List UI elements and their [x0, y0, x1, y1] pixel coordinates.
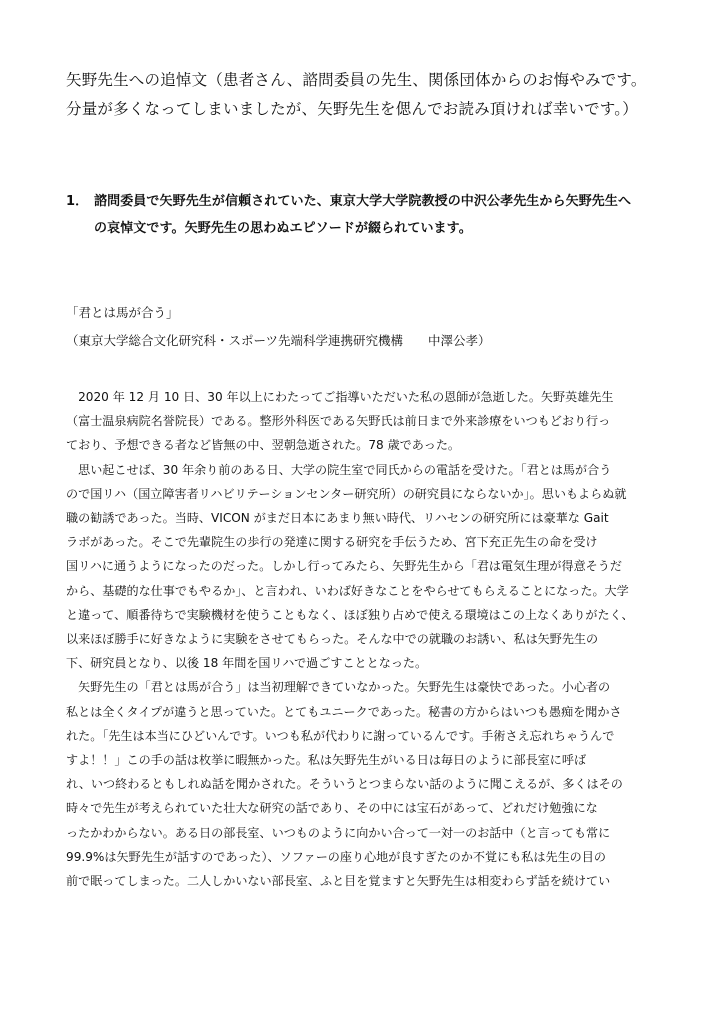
body-line: 思い起こせば、30 年余り前のある日、大学の院生室で同氏からの電話を受けた。「君とは馬が合う: [66, 462, 612, 477]
article-body: [66, 385, 686, 893]
section-1-heading-line-2: の哀悼文です。矢野先生の思わぬエピソードが綴られています。: [94, 221, 472, 236]
body-line: ており、予想できる者など皆無の中、翌朝急逝された。78 歳であった。: [66, 438, 461, 453]
body-line: 2020 年 12 月 10 日、30 年以上にわたってご指導いただいた私の恩師が急逝した。矢野英雄先生: [66, 390, 614, 404]
intro-line-2: 分量が多くなってしまいましたが、矢野先生を偲んでお読み頂ければ幸いです。）: [66, 100, 638, 118]
section-1-number: 1．: [66, 194, 89, 209]
body-line: と違って、順番待ちで実験機材を使うこともなく、ほぼ独り占めで使える環境はこの上なくありがたく、: [66, 607, 634, 622]
article-affiliation: （東京大学総合文化研究科・スポーツ先端科学連携研究機構 中澤公孝）: [66, 333, 491, 348]
body-line: から、基礎的な仕事でもやるか」、と言われ、いわば好きなことをやらせてもらえることになった。大学: [66, 583, 629, 598]
body-line: 99.9%は矢野先生が話すのであった）、ソファーの座り心地が良すぎたのか不覚にも私は先生の目の: [66, 849, 606, 864]
intro-line-1: 矢野先生への追悼文（患者さん、諮問委員の先生、関係団体からのお悔やみです。: [66, 71, 647, 89]
body-line: 前で眠ってしまった。二人しかいない部長室、ふと目を覚ますと矢野先生は相変わらず話を続けてい: [66, 874, 611, 889]
body-line: 国リハに通うようになったのだった。しかし行ってみたら、矢野先生から「君は電気生理が得意そうだ: [66, 559, 622, 574]
body-line: ったかわからない。ある日の部長室、いつものように向かい合って一対一のお話中（と言っても常に: [66, 825, 611, 840]
body-line: 時々で先生が考えられていた壮大な研究の話であり、その中には宝石があって、どれだけ勉強にな: [66, 801, 598, 816]
body-line: れた。「先生は本当にひどいんです。いつも私が代わりに謝っているんです。手術さえ忘れちゃうんで: [66, 728, 615, 743]
body-line: 下、研究員となり、以後 18 年間を国リハで過ごすこととなった。: [66, 656, 428, 671]
section-1-heading-text-1: 諮問委員で矢野先生が信頼されていた、東京大学大学院教授の中沢公孝先生から矢野先生へ: [94, 194, 632, 209]
body-line: 職の勧誘であった。当時、VICON がまだ日本にあまり無い時代、リハセンの研究所には豪華な Gait: [66, 511, 609, 526]
body-line: すよ！！」この手の話は枚挙に暇無かった。私は矢野先生がいる日は毎日のように部長室に呼ば: [66, 753, 587, 768]
section-1-heading-line-1: [66, 188, 696, 215]
body-line: ので国リハ（国立障害者リハビリテーションセンター研究所）の研究員にならないか」。思いもよらぬ就: [66, 486, 627, 501]
body-line: 私とは全くタイプが違うと思っていた。とてもユニークであった。秘書の方からはいつも愚痴を聞かさ: [66, 704, 622, 719]
section-1-heading: [66, 188, 696, 242]
intro-paragraph: [66, 66, 686, 124]
body-line: ラボがあった。そこで先輩院生の歩行の発達に関する研究を手伝うため、宮下充正先生の命を受け: [66, 535, 598, 550]
article-title: 「君とは馬が合う」: [66, 305, 179, 320]
body-line: 矢野先生の「君とは馬が合う」は当初理解できていなかった。矢野先生は豪快であった。小心者の: [66, 680, 611, 695]
body-line: （富士温泉病院名誉院長）である。整形外科医である矢野氏は前日まで外来診療をいつもどおり行っ: [66, 414, 611, 429]
body-line: れ、いつ終わるともしれぬ話を聞かされた。そういうとつまらない話のように聞こえるが、多くはその: [66, 777, 623, 792]
body-line: 以来ほぼ勝手に好きなように実験をさせてもらった。そんな中での就職のお誘い、私は矢野先生の: [66, 632, 599, 647]
